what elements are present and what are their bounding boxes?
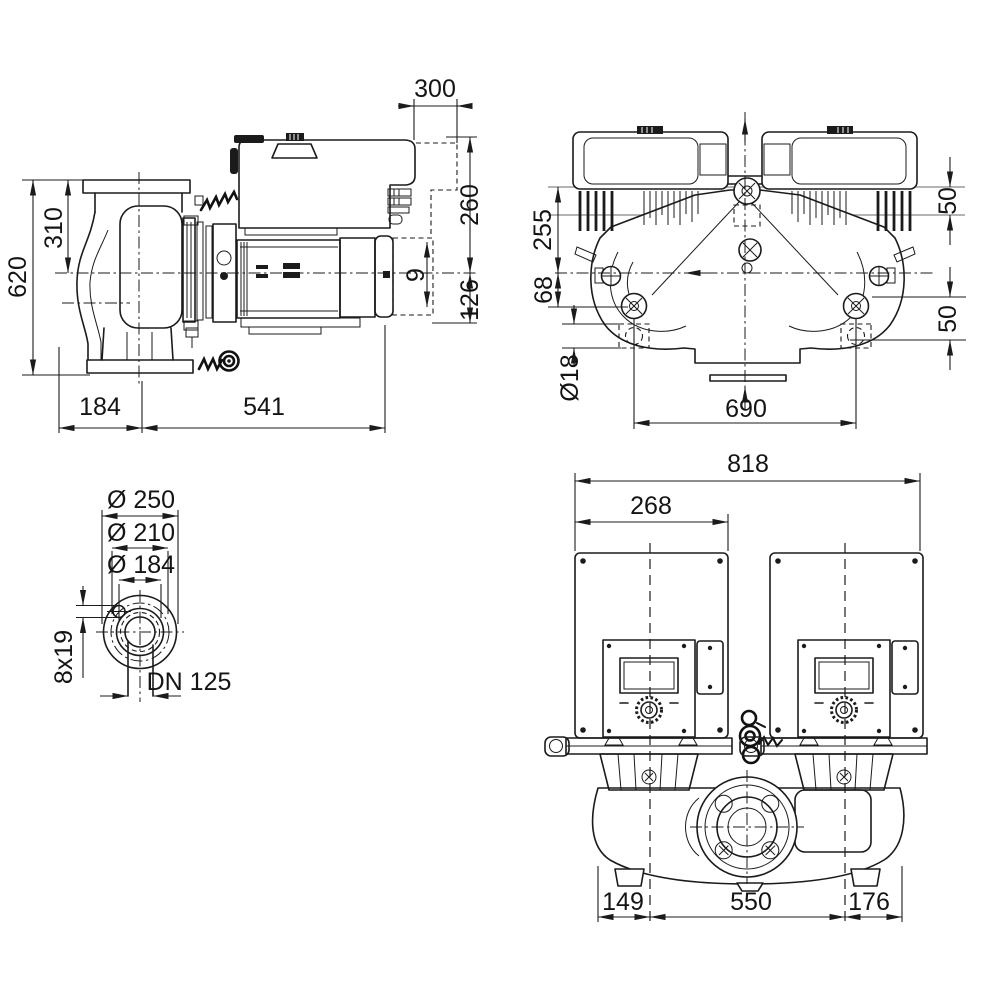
bottom-flange bbox=[87, 360, 193, 373]
dimension-184-541 bbox=[59, 325, 385, 433]
pump-body bbox=[77, 180, 193, 373]
module-display bbox=[272, 144, 317, 158]
display bbox=[620, 658, 678, 693]
vent-grille bbox=[286, 133, 304, 141]
dimension-dn125 bbox=[100, 668, 231, 696]
plan-module-left bbox=[545, 553, 732, 790]
port-side-view bbox=[529, 112, 966, 429]
vent-tab bbox=[637, 126, 663, 134]
dim-label-9: 9 bbox=[402, 268, 430, 282]
clearance-outline bbox=[416, 143, 457, 238]
dim-label-620: 620 bbox=[4, 256, 32, 298]
dim-label-260: 260 bbox=[456, 184, 484, 226]
sensor-cable-coil-bottom bbox=[186, 328, 239, 371]
motor bbox=[237, 236, 393, 334]
foot-right bbox=[851, 869, 880, 886]
bottom-flange-foot bbox=[710, 375, 786, 381]
double-volute-manifold bbox=[591, 190, 904, 363]
foot-left bbox=[615, 869, 644, 886]
dimension-255 bbox=[529, 187, 558, 273]
dim-label-dn125: DN 125 bbox=[146, 668, 232, 696]
dimension-268 bbox=[575, 492, 728, 551]
dimension-9 bbox=[402, 242, 430, 307]
dimension-310 bbox=[40, 180, 68, 273]
flange-detail-view bbox=[50, 486, 231, 702]
dimension-818 bbox=[575, 450, 920, 551]
suction-elbow bbox=[77, 212, 95, 360]
dim-label-818: 818 bbox=[727, 450, 769, 478]
dim-label-8x19: 8x19 bbox=[50, 629, 78, 685]
dim-label-dia-184: Ø 184 bbox=[106, 551, 176, 579]
dim-label-50-lower: 50 bbox=[934, 305, 962, 333]
module-box bbox=[575, 553, 728, 738]
motor-stool bbox=[600, 754, 698, 790]
dim-label-310: 310 bbox=[40, 207, 68, 249]
plan-module-right bbox=[740, 553, 927, 790]
dimension-126 bbox=[432, 273, 484, 323]
dim-label-126: 126 bbox=[456, 279, 484, 321]
dim-label-255: 255 bbox=[529, 209, 557, 251]
control-module bbox=[230, 133, 415, 235]
dim-label-dia-210: Ø 210 bbox=[106, 519, 176, 547]
dim-label-184: 184 bbox=[79, 393, 121, 421]
control-module-top bbox=[573, 132, 728, 189]
dim-label-hole-18: Ø18 bbox=[556, 354, 584, 402]
dimension-260 bbox=[446, 137, 484, 273]
dim-label-149: 149 bbox=[602, 888, 644, 916]
dim-label-541: 541 bbox=[243, 393, 285, 421]
dimension-300 bbox=[398, 75, 472, 143]
dim-label-300: 300 bbox=[414, 75, 456, 103]
shaft-end-marker bbox=[383, 271, 390, 278]
dim-label-550: 550 bbox=[730, 888, 772, 916]
dimension-50-upper bbox=[934, 157, 962, 245]
dim-label-50-upper: 50 bbox=[934, 187, 962, 215]
dim-label-176: 176 bbox=[848, 888, 890, 916]
dim-label-dia-250: Ø 250 bbox=[106, 486, 176, 514]
top-flange bbox=[83, 180, 190, 193]
dimension-8x19 bbox=[50, 586, 118, 684]
volute-casing bbox=[120, 206, 182, 328]
sensor-cable-coil-top bbox=[201, 192, 237, 210]
dim-label-690: 690 bbox=[725, 395, 767, 423]
side-elevation-view bbox=[4, 75, 484, 433]
discharge-adapter bbox=[795, 790, 871, 852]
dim-label-68: 68 bbox=[530, 276, 558, 304]
vent-tab bbox=[234, 135, 264, 143]
plan-view bbox=[545, 450, 927, 925]
dim-label-268: 268 bbox=[630, 492, 672, 520]
